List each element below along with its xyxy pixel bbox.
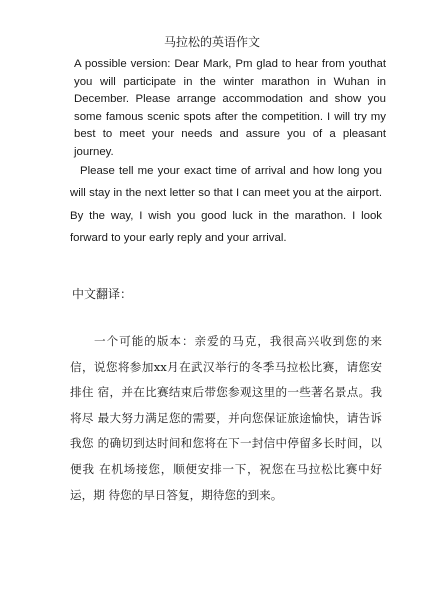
document-title: 马拉松的英语作文 bbox=[163, 35, 260, 49]
chinese-translation-heading: 中文翻译： bbox=[72, 287, 133, 301]
chinese-translation-paragraph: 一个可能的版本：亲爱的马克，我很高兴收到您的来信，说您将参加xx月在武汉举行的冬季马拉松比赛，请您安排住 宿，并在比赛结束后带您参观这里的一些著名景点。我将尽 最大努力满足您的需要，并向您保证旅途愉快，请告诉我您 的确切到达时间和您将在下一封信中停留多长时间，以便我 在机场接您，顺便安排一下，祝您在马拉松比赛中好运，期 待您的早日答复，期待您的到来。 bbox=[70, 334, 382, 502]
english-paragraph-2: Please tell me your exact time of arrival and how long you will stay in the next letter so that I can meet you at the airport. By the way, I wish you good luck in the marathon. I look forward to your early reply and your arrival. bbox=[70, 165, 382, 245]
english-paragraph-1: A possible version: Dear Mark, Pm glad to hear from youthat you will participate in the winter marathon in Wuhan in December. Please arrange accommodation and show you some famous scenic spots after the competition. I will try my best to meet your needs and assure you of a pleasant journey. bbox=[74, 58, 386, 158]
